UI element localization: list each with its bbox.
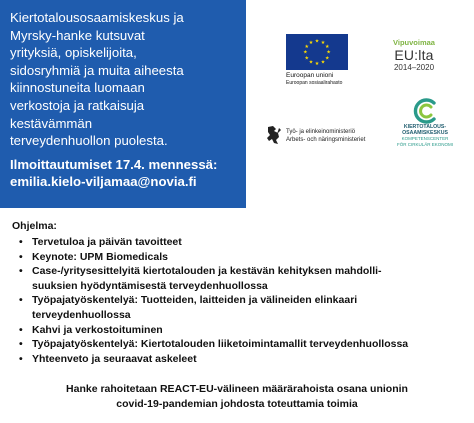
svg-text:★: ★ (308, 59, 314, 66)
registration-info (10, 156, 236, 190)
program-item (12, 323, 468, 338)
program-item-text: suuksien hyödyntämisestä terveydenhuollossa (32, 279, 268, 292)
partner-logos (246, 0, 474, 208)
vipuvoimaa-title: Vipuvoimaa (393, 38, 435, 47)
svg-text:★: ★ (308, 40, 314, 46)
bullet-icon: • (19, 294, 23, 307)
program-item (12, 264, 468, 293)
registration-deadline: Ilmoittautumiset 17.4. mennessä: (10, 156, 218, 172)
kiertotalous-subtitle-2: FÖR CIRKULÄR EKONOMI (396, 141, 453, 147)
ministry-name-fi: Työ- ja elinkeinoministeriö (286, 129, 356, 135)
program-item (12, 235, 468, 250)
kiertotalous-title-2: OSAAMISKESKUS (402, 130, 448, 136)
invitation-line: Kiertotalousosaamiskeskus ja (10, 10, 184, 25)
lion-crest-icon (264, 124, 284, 146)
program-item-text: Työpajatyöskentelyä: Tuotteiden, laitteiden ja välineiden elinkaari (32, 294, 358, 307)
svg-text:★: ★ (314, 60, 320, 67)
program-item (12, 293, 468, 322)
invitation-line: verkostoja ja ratkaisuja (10, 97, 145, 113)
kiertotalous-title: KIERTOTALOUS- (403, 124, 447, 130)
program-title: Ohjelma: (12, 220, 57, 232)
invitation-line: kiinnostuneita luomaan (10, 80, 145, 96)
circular-economy-icon (407, 98, 443, 124)
svg-text:★: ★ (324, 55, 330, 62)
svg-text:★: ★ (314, 38, 320, 45)
program-item-text: Case-/yritysesittelyitä kiertotalouden ja kestävän kehityksen mahdolli- (32, 265, 382, 278)
vipuvoimaa-years: 2014–2020 (393, 63, 435, 72)
eu-caption: Euroopan unioni (286, 72, 334, 79)
vipuvoimaa-eu: EU:lta (394, 47, 434, 63)
ministry-name-sv: Arbets- och näringsministeriet (286, 136, 366, 143)
bullet-icon: • (19, 338, 23, 351)
invitation-line: sidosryhmiä ja muita aiheesta (10, 62, 184, 78)
bullet-icon: • (19, 265, 23, 278)
invitation-line: yrityksiä, opiskelijoita, (10, 45, 137, 61)
funding-note (0, 382, 474, 411)
program-item-text: Työpajatyöskentelyä: Kiertotalouden liiketoimintamallit terveydenhuollossa (32, 338, 409, 351)
eu-subcaption: Euroopan sosiaalirahasto (286, 80, 343, 86)
eu-flag-icon (286, 34, 348, 70)
program-item-text: Keynote: UPM Biomedicals (32, 250, 168, 263)
eu-logo (286, 34, 348, 86)
program-section (12, 220, 468, 366)
invitation-panel (0, 0, 246, 208)
svg-text:★: ★ (326, 49, 331, 56)
funding-line: covid-19-pandemian johdosta toteuttamia toimia (116, 397, 358, 410)
bullet-icon: • (19, 352, 23, 365)
svg-text:★: ★ (303, 49, 308, 56)
program-list (12, 235, 468, 366)
program-item-text: terveydenhuollossa (32, 308, 131, 321)
registration-email[interactable]: emilia.kielo-viljamaa@novia.fi (10, 173, 197, 189)
bullet-icon: • (19, 323, 23, 336)
program-item (12, 250, 468, 265)
invitation-line: kestävämmän (10, 115, 93, 131)
svg-text:★: ★ (320, 40, 326, 46)
invitation-text (10, 9, 236, 150)
program-item (12, 337, 468, 352)
ministry-name (286, 129, 365, 144)
program-item-text: Kahvi ja verkostoituminen (32, 323, 163, 336)
invitation-line: terveydenhuollon puolesta. (10, 133, 168, 149)
program-item (12, 352, 468, 367)
svg-text:★: ★ (320, 59, 326, 66)
invitation-line: Myrsky-hanke kutsuvat (10, 27, 145, 43)
svg-text:★: ★ (304, 55, 310, 62)
kiertotalous-logo (389, 98, 461, 147)
bullet-icon: • (19, 250, 23, 263)
program-item-text: Yhteenveto ja seuraavat askeleet (32, 352, 197, 365)
funding-line: Hanke rahoitetaan REACT-EU-välineen määrärahoista osana unionin (66, 383, 408, 395)
kiertotalous-subtitle: KOMPETENSCENTER (401, 136, 449, 141)
svg-text:★: ★ (324, 44, 330, 50)
bullet-icon: • (19, 236, 23, 248)
svg-text:★: ★ (304, 44, 310, 50)
vipuvoimaa-logo (384, 38, 444, 73)
program-item-text: Tervetuloa ja päivän tavoitteet (32, 236, 182, 248)
